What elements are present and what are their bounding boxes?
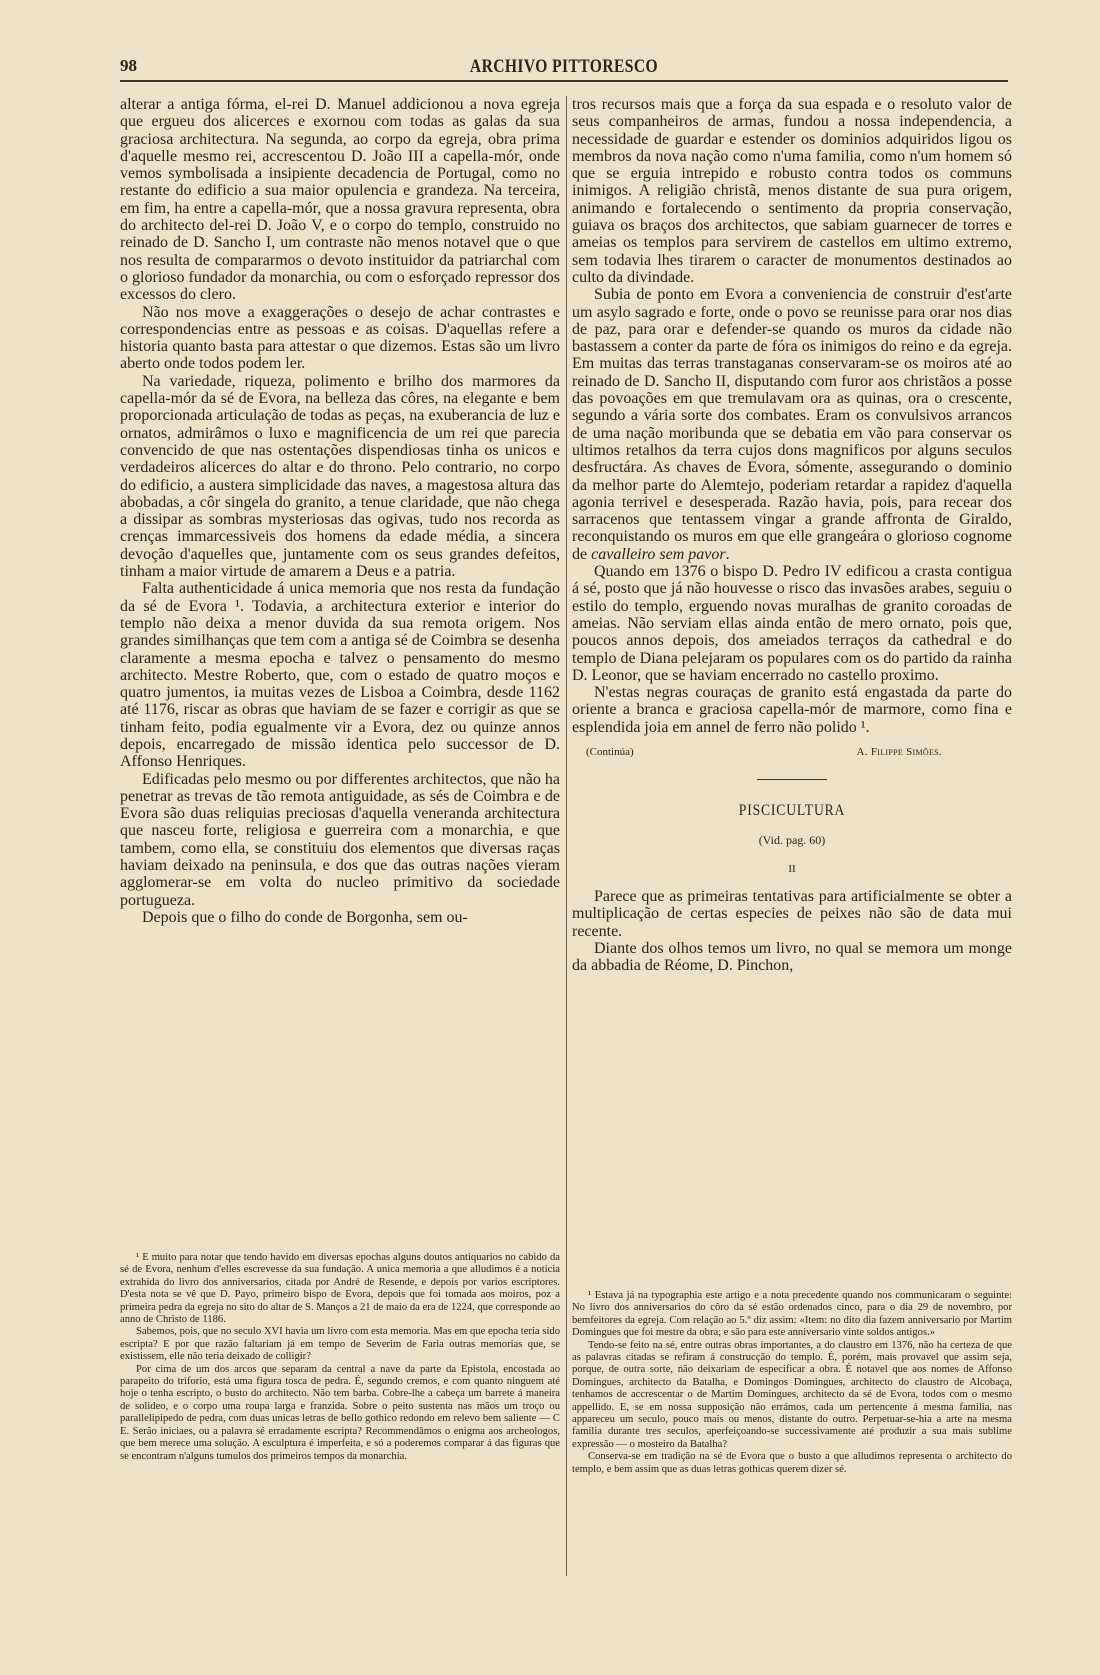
- section-reference: (Vid. pag. 60): [758, 832, 826, 847]
- footnote: Por cima de um dos arcos que separam da central a nave da parte da Epistola, encostada ao parapeito do triforio, está uma figura tosca de pedra. É, segundo cremos, e com quanto ninguem até hoje o tenha escripto, o busto do architecto. Não tem barba. Cobre-lhe a cabeça um barrete á maneira de solideo, e o corpo uma roupa larga e franzida. Sobre o peito sustenta nas mãos um troço ou parallelipipedo de pedra, com duas unicas letras de bello gothico redondo em relevo bem saliente — C E. Serão iniciaes, ou a palavra sé erradamente escripta? Recommendâmos o enigma aos archeologos, que bem merece uma solução. A esculptura é imperfeita, e só a poderemos comparar á das figuras que se encontram n'alguns tumulos dos primeiros tempos da monarchia.: [120, 1363, 560, 1462]
- left-column: [120, 96, 560, 1251]
- continua-note: (Continúa): [586, 745, 634, 758]
- paragraph: Não nos move a exaggerações o desejo de achar contrastes e correspondencias entre as pessoas e as coisas. D'aquellas refere a historia quanto basta para attestar o que dizemos. Estas são um livro aberto onde todos podem ler.: [120, 303, 560, 373]
- paragraph: Falta authenticidade á unica memoria que nos resta da fundação da sé de Evora ¹. Todavia, a architectura exterior e interior do templo não deixa a menor duvida da sua remota origem. Nos grandes similhanças que tem com a antiga sé de Coimbra se desenha claramente a mesma epocha e talvez o pensamento do mesmo architecto. Mestre Roberto, que, com o estado de quatro moços e quatro jumentos, ia muitas vezes de Lisboa a Coimbra, desde 1162 até 1176, riscar as obras que haviam de se fazer e corrigir as que se tinham feito, podia egualmente vir a Evora, dez ou quinze annos depois, encarregado de missão identica pelo successor de D. Affonso Henriques.: [120, 580, 560, 771]
- column-rule: [566, 96, 567, 1576]
- right-column: [572, 96, 1012, 1281]
- section-divider: [757, 779, 827, 780]
- paragraph: Diante dos olhos temos um livro, no qual se memora um monge da abbadia de Réome, D. Pinchon,: [572, 940, 1012, 975]
- footnote: ¹ É muito para notar que tendo havido em diversas epochas alguns doutos antiquarios no cabido da sé de Evora, nenhum d'elles escrevesse da sua fundação. A unica memoria a que alludimos é a noticia extrahida do livro dos anniversarios, citada por André de Resende, e depois por varios escriptores. D'esta nota se vê que D. Payo, primeiro bispo de Evora, depois que foi tomada aos moiros, poz a primeira pedra da egreja no sito do altar de S. Manços a 21 de maio da era de 1224, que corresponde ao anno de Christo de 1186.: [120, 1252, 560, 1326]
- footnote: Sabemos, pois, que no seculo XVI havia um livro com esta memoria. Mas em que epocha teria sido escripta? E por que razão faltariam já em tempo de Severim de Faria outras memorias que, se existissem, elle não teria deixado de colligir?: [120, 1326, 560, 1363]
- footnote: Tendo-se feito na sé, entre outras obras importantes, a do claustro em 1376, não ha certeza de que as palavras citadas se refiram á construcção do templo. É, porém, mais provavel que assim seja, porque, de outra sorte, não deixariam de especificar a obra. É notavel que aos nomes de Affonso Domingues, architecto da Batalha, e Domingos Domingues, architecto do claustro de Alcobaça, tenhamos de accrescentar o de Martim Domingues, architecto da sé de Evora, todos com o mesmo appellido. E, se em nossa supposição não errámos, cada um pertencente á mesma familia, nas appareceu um seculo, pouco mais ou menos, distante do outro. Perpetuar-se-hia a arte na mesma familia durante tres seculos, aperfeiçoando-se successivamente até produzir a sua mais sublime expressão — o mosteiro da Batalha?: [572, 1339, 1012, 1450]
- page-number: 98: [120, 56, 137, 75]
- paragraph: Edificadas pelo mesmo ou por differentes architectos, que não ha penetrar as trevas de tão remota antiguidade, as sés de Coimbra e de Evora são duas reliquias preciosas d'aquella veneranda architectura que nasceu forte, religiosa e guerreira com a monarchia, e que tambem, como ella, se constituiu dos elementos que diversas raças haviam deixado na peninsula, e dos que das outras nações vieram agglomerar-se em volta do nucleo primitivo da sociedade portugueza.: [120, 770, 560, 909]
- paragraph: Depois que o filho do conde de Borgonha, sem ou-: [142, 908, 468, 926]
- section-title: PISCICULTURA: [738, 802, 846, 820]
- article-end: [572, 744, 1012, 761]
- page-header: [120, 54, 1008, 82]
- footnote: ¹ Estava já na typographia este artigo e a nota precedente quando nos communicaram o seguinte: No livro dos anniversarios do côro da sé estão ordenados cinco, para o dia 29 de novembro, por bemfeitores da egreja. Com relação ao 5.º diz assim: «Item: no dito dia fazem anniversario por Martim Domingues que foi mestre da obra; e são para este anniversario vinte soldos antigos.»: [572, 1290, 1012, 1339]
- paragraph-text: Subia de ponto em Evora a conveniencia de construir d'est'arte um asylo sagrado e forte, onde o povo se reunisse para orar nos dias de paz, para orar e defender-se quando os muros da cidade não bastassem a conter da parte de fóra os inimigos do reino e da egreja. Em muitas das terras transtaganas conservaram-se os moiros até ao reinado de D. Sancho II, disputando com furor aos christãos a posse das povoações em que tremulavam ora as quinas, ora o crescente, segundo a vária sorte dos combates. Eram os convulsivos arrancos de uma nação moribunda que se debatia em vão para conservar os ultimos retalhos da terra cujos dons magnificos por alguns seculos desfructára. As chaves de Evora, sómente, assegurando o dominio da melhor parte do Alemtejo, poderiam retardar a rapidez d'aquella agonia terrivel e desesperada. Razão havia, pois, para recear dos sarracenos que tentassem vingar a grande affronta de Giraldo, reconquistando os muros em que elle grangeára o glorioso cognome de: [572, 286, 1012, 563]
- paragraph: tros recursos mais que a força da sua espada e o resoluto valor de seus companheiros de armas, fundou a nossa independencia, a necessidade de guardar e estender os dominios adquiridos ligou os membros da nova nação como n'uma familia, como n'um homem só que se erguia intrepido e robusto contra todos os communs inimigos. A religião christã, menos distante de sua pura origem, animando e fortalecendo o sentimento da propria conservação, guiava os braços dos architectos, que sabiam guarnecer de torres e ameias os templos para servirem de castellos em ultimo extremo, sem todavia lhes tirarem o caracter de monumentos destinados ao culto da divindade.: [572, 96, 1012, 286]
- section-number: II: [788, 862, 796, 875]
- paragraph: Parece que as primeiras tentativas para artificialmente se obter a multiplicação de certas especies de peixes não são de data mui recente.: [572, 888, 1012, 940]
- paragraph: alterar a antiga fórma, el-rei D. Manuel addicionou a nova egreja que ergueu dos alicerces e exornou com todas as galas da sua graciosa architectura. Na segunda, ao corpo da egreja, obra prima d'aquelle mesmo rei, accrescentou D. João III a capella-mór, onde vemos symbolisada a insipiente decadencia de Portugal, como no restante do edificio a sua maior opulencia e grandeza. Na terceira, em fim, ha entre a capella-mór, que a nossa gravura representa, obra do architecto del-rei D. João V, e o corpo do templo, construido no reinado de D. Sancho I, um contraste não menos notavel que o que nos resulta de compararmos o devoto instituidor da patriarchal com o glorioso fundador da monarchia, ou com o esforçado repressor dos excessos do clero.: [120, 96, 560, 304]
- italic-phrase: cavalleiro sem pavor: [591, 545, 726, 563]
- footnotes-left: [120, 1252, 560, 1572]
- paragraph: Na variedade, riqueza, polimento e brilho dos marmores da capella-mór da sé de Evora, na belleza das côres, na elegante e bem proporcionada articulação de todas as peças, na exuberancia de luz e ornatos, admirâmos o luxo e magnificencia de um rei que parecia convencido de que nas ostentações dispendiosas tinha os unicos e verdadeiros alicerces do altar e do throno. Pelo contrario, no corpo do edificio, a austera simplicidade das naves, a magestosa altura das abobadas, a côr singela do granito, a tenue claridade, que não chega a dissipar as sombras mysteriosas das ogivas, tudo nos recorda as crenças immarcessiveis dos homens da edade média, a sincera devoção d'aquelles que, juntamente com os seus grandes defeitos, tinham a maior virtude de amarem a Deus e a patria.: [120, 372, 560, 581]
- paragraph: N'estas negras couraças de granito está engastada da parte do oriente a branca e graciosa capella-mór de marmore, como fina e esplendida joia em annel de ferro não polido ¹.: [572, 684, 1012, 736]
- journal-title: ARCHIVO PITTORESCO: [469, 56, 659, 77]
- paragraph: Subia de ponto em Evora a conveniencia de construir d'est'arte um asylo sagrado e forte, onde o povo se reunisse para orar nos dias de paz, para orar e defender-se quando os muros da cidade não bastassem a conter da parte de fóra os inimigos do reino e da egreja. Em muitas das terras transtaganas conservaram-se os moiros até ao reinado de D. Sancho II, disputando com furor aos christãos a posse das povoações em que tremulavam ora as quinas, ora o crescente, segundo a vária sorte dos combates. Eram os convulsivos arrancos de uma nação moribunda que se debatia em vão para conservar os ultimos retalhos da terra cujos dons magnificos por alguns seculos desfructára. As chaves de Evora, sómente, assegurando o dominio da melhor parte do Alemtejo, poderiam retardar a rapidez d'aquella agonia terrivel e desesperada. Razão havia, pois, para recear dos sarracenos que tentassem vingar a grande affronta de Giraldo, reconquistando os muros em que elle grangeára o glorioso cognome de cavalleiro sem pavor.: [572, 286, 1012, 563]
- author-signature: A. Filippe Simões.: [856, 745, 942, 758]
- paragraph: Quando em 1376 o bispo D. Pedro IV edificou a crasta contigua á sé, posto que já não houvesse o risco das invasões arabes, seguiu o estilo do templo, erguendo novas muralhas de granito coroadas de ameias. Não serviam ellas ainda então de mero ornato, pois que, poucos annos depois, dos ameiados terraços da cathedral e do templo de Diana pelejaram os populares com os do partido da rainha D. Leonor, que se haviam encerrado no castello proximo.: [572, 563, 1012, 684]
- footnote: Conserva-se em tradição na sé de Evora que o busto a que alludimos representa o architecto do templo, e bem assim que as duas letras gothicas querem dizer sé.: [572, 1451, 1012, 1475]
- footnotes-right: [572, 1290, 1012, 1580]
